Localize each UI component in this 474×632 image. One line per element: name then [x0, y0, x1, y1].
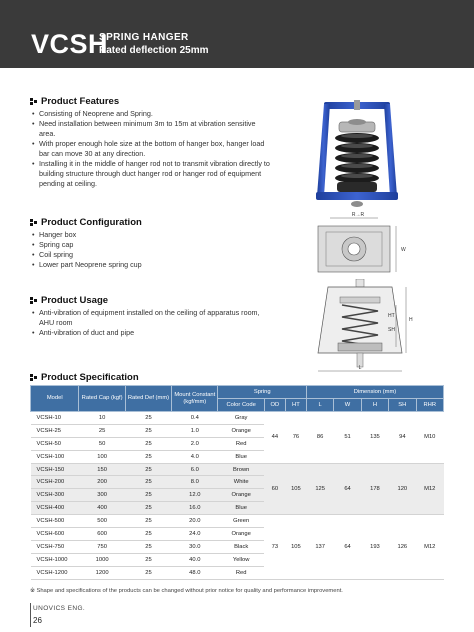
column-header-rated-cap: Rated Cap (kgf) — [79, 386, 125, 412]
cell-rated-def: 25 — [125, 553, 171, 566]
cell-rated-cap: 25 — [79, 424, 125, 437]
cell-h: 193 — [361, 515, 388, 579]
section-view-drawing — [300, 279, 420, 375]
cell-mount-constant: 8.0 — [172, 476, 218, 489]
column-header-mount-constant: Mount Constant (kgf/mm) — [172, 386, 218, 412]
page-header — [0, 0, 474, 68]
features-list — [32, 109, 270, 189]
cell-sh: 126 — [389, 515, 416, 579]
footnote: ※ Shape and specifications of the products can be changed without prior notice for quality and performance improvement. — [30, 588, 343, 594]
cell-rated-cap: 150 — [79, 463, 125, 476]
list-item: • Installing it in the middle of hanger rod not to transmit vibration directly to building structure through duct hanger rod or hanger rod of equipment pending at ceiling. — [32, 159, 270, 189]
cell-mount-constant: 40.0 — [172, 553, 218, 566]
cell-rated-def: 25 — [125, 412, 171, 425]
cell-ht: 105 — [285, 515, 306, 579]
dimension-label: R→R — [351, 212, 365, 218]
cell-rated-cap: 200 — [79, 476, 125, 489]
cell-color-code: Green — [218, 515, 264, 528]
cell-sh: 120 — [389, 463, 416, 515]
usage-heading: Product Usage — [30, 295, 108, 306]
cell-w: 51 — [334, 412, 361, 464]
column-header-h: H — [361, 399, 388, 412]
dimension-label: SH — [388, 327, 395, 333]
cell-color-code: Brown — [218, 463, 264, 476]
section-marker-icon — [30, 374, 38, 382]
cell-rated-cap: 500 — [79, 515, 125, 528]
specification-table-body — [31, 412, 444, 580]
list-item: • With proper enough hole size at the bottom of hanger box, hanger load bar can move 30 at any direction. — [32, 139, 270, 159]
cell-ht: 76 — [285, 412, 306, 464]
column-header-ht: HT — [285, 399, 306, 412]
usage-list — [32, 308, 270, 338]
column-header-dimension: Dimension (mm) — [306, 386, 443, 399]
cell-l: 86 — [306, 412, 333, 464]
cell-color-code: Orange — [218, 489, 264, 502]
section-marker-icon — [30, 297, 38, 305]
brand-name: UNOVICS ENG. — [33, 605, 86, 612]
section-marker-icon — [30, 98, 38, 106]
cell-mount-constant: 1.0 — [172, 424, 218, 437]
cell-ht: 105 — [285, 463, 306, 515]
cell-mount-constant: 24.0 — [172, 528, 218, 541]
cell-rated-def: 25 — [125, 489, 171, 502]
footer-divider — [30, 603, 31, 627]
column-header-l: L — [306, 399, 333, 412]
cell-h: 178 — [361, 463, 388, 515]
cell-color-code: Red — [218, 437, 264, 450]
column-header-model: Model — [31, 386, 79, 412]
cell-color-code: White — [218, 476, 264, 489]
cell-mount-constant: 2.0 — [172, 437, 218, 450]
cell-rated-def: 25 — [125, 450, 171, 463]
cell-rhr: M12 — [416, 463, 443, 515]
cell-rated-def: 25 — [125, 515, 171, 528]
cell-rated-cap: 600 — [79, 528, 125, 541]
cell-model: VCSH-400 — [31, 502, 79, 515]
cell-rated-cap: 100 — [79, 450, 125, 463]
cell-model: VCSH-50 — [31, 437, 79, 450]
configuration-list — [32, 230, 272, 270]
cell-model: VCSH-150 — [31, 463, 79, 476]
cell-color-code: Black — [218, 540, 264, 553]
cell-color-code: Blue — [218, 450, 264, 463]
features-heading: Product Features — [30, 96, 119, 107]
cell-mount-constant: 30.0 — [172, 540, 218, 553]
cell-model: VCSH-750 — [31, 540, 79, 553]
cell-od: 44 — [264, 412, 285, 464]
list-item: • Need installation between minimum 3m to 15m at vibration sensitive area. — [32, 119, 270, 139]
spring-hanger-photo — [312, 100, 402, 210]
list-item: • Hanger box — [32, 230, 272, 240]
cell-rated-def: 25 — [125, 476, 171, 489]
list-item: • Consisting of Neoprene and Spring. — [32, 109, 270, 119]
dimension-label: HT — [388, 313, 395, 319]
product-subtitle: Rated deflection 25mm — [99, 45, 209, 56]
list-item: • Lower part Neoprene spring cup — [32, 260, 272, 270]
cell-sh: 94 — [389, 412, 416, 464]
column-header-color-code: Color Code — [218, 399, 264, 412]
table-row — [31, 515, 444, 528]
cell-rated-cap: 1000 — [79, 553, 125, 566]
column-header-w: W — [334, 399, 361, 412]
cell-rated-cap: 750 — [79, 540, 125, 553]
cell-model: VCSH-100 — [31, 450, 79, 463]
cell-mount-constant: 12.0 — [172, 489, 218, 502]
cell-rated-def: 25 — [125, 540, 171, 553]
cell-mount-constant: 0.4 — [172, 412, 218, 425]
cell-mount-constant: 6.0 — [172, 463, 218, 476]
cell-model: VCSH-10 — [31, 412, 79, 425]
cell-w: 64 — [334, 515, 361, 579]
cell-rated-cap: 300 — [79, 489, 125, 502]
cell-color-code: Gray — [218, 412, 264, 425]
cell-color-code: Blue — [218, 502, 264, 515]
product-code: VCSH — [31, 29, 109, 59]
cell-rated-def: 25 — [125, 463, 171, 476]
cell-model: VCSH-300 — [31, 489, 79, 502]
cell-mount-constant: 16.0 — [172, 502, 218, 515]
list-item: • Anti-vibration of duct and pipe — [32, 328, 270, 338]
product-title: SPRING HANGER — [99, 32, 189, 43]
cell-rated-cap: 400 — [79, 502, 125, 515]
page-number: 26 — [33, 616, 42, 625]
cell-h: 135 — [361, 412, 388, 464]
cell-model: VCSH-1200 — [31, 566, 79, 579]
table-row — [31, 412, 444, 425]
cell-od: 73 — [264, 515, 285, 579]
cell-rated-def: 25 — [125, 528, 171, 541]
cell-model: VCSH-500 — [31, 515, 79, 528]
cell-mount-constant: 20.0 — [172, 515, 218, 528]
dimension-label: W — [401, 247, 406, 253]
cell-rhr: M12 — [416, 515, 443, 579]
cell-rated-def: 25 — [125, 424, 171, 437]
cell-mount-constant: 48.0 — [172, 566, 218, 579]
cell-model: VCSH-200 — [31, 476, 79, 489]
column-header-spring: Spring — [218, 386, 306, 399]
list-item: • Anti-vibration of equipment installed on the ceiling of apparatus room, AHU room — [32, 308, 270, 328]
cell-color-code: Yellow — [218, 553, 264, 566]
specification-heading: Product Specification — [30, 372, 139, 383]
cell-rhr: M10 — [416, 412, 443, 464]
cell-w: 64 — [334, 463, 361, 515]
cell-color-code: Orange — [218, 424, 264, 437]
list-item: • Coil spring — [32, 250, 272, 260]
cell-od: 60 — [264, 463, 285, 515]
column-header-sh: SH — [389, 399, 416, 412]
cell-color-code: Red — [218, 566, 264, 579]
cell-rated-cap: 10 — [79, 412, 125, 425]
column-header-rhr: RHR — [416, 399, 443, 412]
specification-table — [30, 385, 444, 580]
cell-rated-cap: 1200 — [79, 566, 125, 579]
list-item: • Spring cap — [32, 240, 272, 250]
cell-model: VCSH-1000 — [31, 553, 79, 566]
cell-mount-constant: 4.0 — [172, 450, 218, 463]
cell-l: 125 — [306, 463, 333, 515]
cell-rated-def: 25 — [125, 566, 171, 579]
column-header-rated-def: Rated Def (mm) — [125, 386, 171, 412]
cell-model: VCSH-600 — [31, 528, 79, 541]
section-marker-icon — [30, 219, 38, 227]
cell-rated-def: 25 — [125, 502, 171, 515]
cell-color-code: Orange — [218, 528, 264, 541]
column-header-od: OD — [264, 399, 285, 412]
cell-l: 137 — [306, 515, 333, 579]
configuration-heading: Product Configuration — [30, 217, 142, 228]
top-view-drawing — [308, 210, 408, 276]
dimension-label: H — [409, 317, 413, 323]
table-row — [31, 463, 444, 476]
cell-rated-def: 25 — [125, 437, 171, 450]
cell-rated-cap: 50 — [79, 437, 125, 450]
cell-model: VCSH-25 — [31, 424, 79, 437]
dimension-label: L — [358, 365, 362, 371]
